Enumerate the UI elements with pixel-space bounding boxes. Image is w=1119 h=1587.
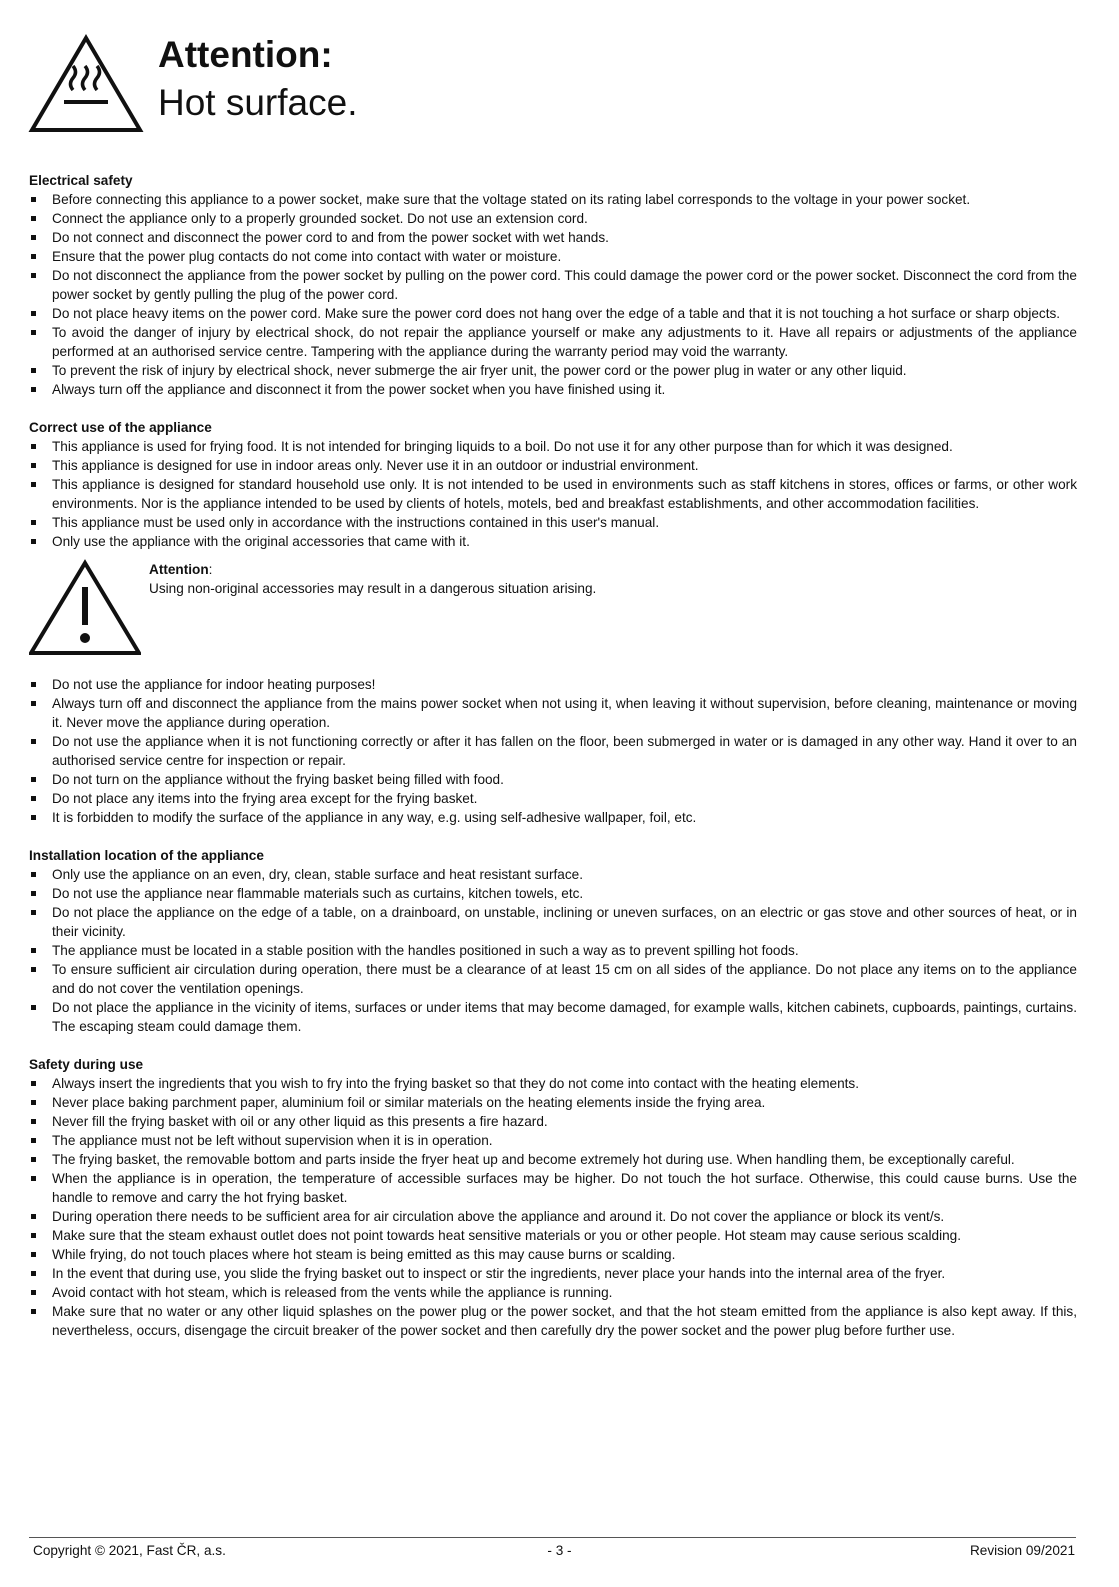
- list-item: Always turn off the appliance and disconnect it from the power socket when you have finished using it.: [29, 380, 1077, 399]
- list-item: Never fill the frying basket with oil or any other liquid as this presents a fire hazard.: [29, 1112, 1077, 1131]
- list-item: The appliance must be located in a stable position with the handles positioned in such a way as to prevent spilling hot foods.: [29, 941, 1077, 960]
- list-item: Connect the appliance only to a properly grounded socket. Do not use an extension cord.: [29, 209, 1077, 228]
- list-item: Only use the appliance on an even, dry, clean, stable surface and heat resistant surface.: [29, 865, 1077, 884]
- list-item: Do not connect and disconnect the power cord to and from the power socket with wet hands.: [29, 228, 1077, 247]
- footer-divider: [29, 1537, 1076, 1538]
- list-item: Make sure that no water or any other liquid splashes on the power plug or the power socket, and that the hot steam emitted from the appliance is also kept away. If this, nevertheless, occurs, disengage the circuit breaker of the power socket and then carefully dry the power socket and the power plug before further use.: [29, 1302, 1077, 1340]
- list-item: Do not use the appliance for indoor heating purposes!: [29, 675, 1077, 694]
- list-item: This appliance must be used only in accordance with the instructions contained in this user's manual.: [29, 513, 1077, 532]
- list-item: This appliance is used for frying food. It is not intended for bringing liquids to a boil. Do not use it for any other purpose than for which it was designed.: [29, 437, 1077, 456]
- warning-text: Using non-original accessories may result in a dangerous situation arising.: [149, 581, 597, 596]
- list-item: It is forbidden to modify the surface of the appliance in any way, e.g. using self-adhesive wallpaper, foil, etc.: [29, 808, 1077, 827]
- warning-title: Attention: [149, 562, 209, 577]
- list-item: Do not place any items into the frying area except for the frying basket.: [29, 789, 1077, 808]
- list-item: In the event that during use, you slide the frying basket out to inspect or stir the ingredients, never place your hands into the internal area of the fryer.: [29, 1264, 1077, 1283]
- list-item: During operation there needs to be sufficient area for air circulation above the appliance and around it. Do not cover the appliance or block its vent/s.: [29, 1207, 1077, 1226]
- installation-location-list: [29, 865, 1077, 1036]
- exclamation-warning-icon: [29, 557, 141, 657]
- content-body: [29, 171, 1077, 1340]
- list-item: Make sure that the steam exhaust outlet does not point towards heat sensitive materials or you or other people. Hot steam may cause serious scalding.: [29, 1226, 1077, 1245]
- list-item: Ensure that the power plug contacts do not come into contact with water or moisture.: [29, 247, 1077, 266]
- accessories-warning: [29, 557, 1077, 675]
- list-item: Do not use the appliance when it is not functioning correctly or after it has fallen on the floor, been submerged in water or is damaged in any other way. Hand it over to an authorised service centre for inspection or repair.: [29, 732, 1077, 770]
- heading-attention: Attention:: [158, 34, 333, 75]
- list-item: Only use the appliance with the original accessories that came with it.: [29, 532, 1077, 551]
- correct-use-list: [29, 437, 1077, 551]
- section-title-installation-location: Installation location of the appliance: [29, 848, 264, 863]
- hot-surface-heading: [158, 32, 357, 128]
- list-item: To avoid the danger of injury by electrical shock, do not repair the appliance yourself or make any adjustments to it. Have all repairs or adjustments of the appliance performed at an authorised service centre. Tampering with the appliance during the warranty period may void the warranty.: [29, 323, 1077, 361]
- list-item: Do not turn on the appliance without the frying basket being filled with food.: [29, 770, 1077, 789]
- footer-copyright: Copyright © 2021, Fast ČR, a.s.: [33, 1543, 226, 1558]
- list-item: The appliance must not be left without supervision when it is in operation.: [29, 1131, 1077, 1150]
- list-item: While frying, do not touch places where hot steam is being emitted as this may cause burns or scalding.: [29, 1245, 1077, 1264]
- list-item: The frying basket, the removable bottom and parts inside the fryer heat up and become extremely hot during use. When handling them, be exceptionally careful.: [29, 1150, 1077, 1169]
- list-item: To ensure sufficient air circulation during operation, there must be a clearance of at least 15 cm on all sides of the appliance. Do not place any items on to the appliance and do not cover the ventilation openings.: [29, 960, 1077, 998]
- warning-text-block: [149, 560, 596, 598]
- list-item: Never place baking parchment paper, aluminium foil or similar materials on the heating elements inside the frying area.: [29, 1093, 1077, 1112]
- section-title-correct-use: Correct use of the appliance: [29, 420, 212, 435]
- list-item: Do not use the appliance near flammable materials such as curtains, kitchen towels, etc.: [29, 884, 1077, 903]
- list-item: Always turn off and disconnect the appliance from the mains power socket when not using it, when leaving it without supervision, before cleaning, maintenance or moving it. Never move the appliance during operation.: [29, 694, 1077, 732]
- list-item: Do not disconnect the appliance from the power socket by pulling on the power cord. This could damage the power cord or the power socket. Disconnect the cord from the power socket by gently pulling the plug of the power cord.: [29, 266, 1077, 304]
- electrical-safety-list: [29, 190, 1077, 399]
- list-item: Before connecting this appliance to a power socket, make sure that the voltage stated on its rating label corresponds to the voltage in your power socket.: [29, 190, 1077, 209]
- footer-revision: Revision 09/2021: [969, 1543, 1075, 1558]
- list-item: This appliance is designed for standard household use only. It is not intended to be used in environments such as staff kitchens in stores, offices or farms, or other work environments. Nor is the appliance intended to be used by clients of hotels, motels, bed and breakfast establishments, and other accommodation facilities.: [29, 475, 1077, 513]
- list-item: To prevent the risk of injury by electrical shock, never submerge the air fryer unit, the power cord or the power plug in water or any other liquid.: [29, 361, 1077, 380]
- list-item: When the appliance is in operation, the temperature of accessible surfaces may be higher. Do not touch the hot surface. Otherwise, this could cause burns. Use the handle to remove and carry the hot frying basket.: [29, 1169, 1077, 1207]
- list-item: Always insert the ingredients that you wish to fry into the frying basket so that they do not come into contact with the heating elements.: [29, 1074, 1077, 1093]
- list-item: Do not place heavy items on the power cord. Make sure the power cord does not hang over the edge of a table and that it is not touching a hot surface or sharp objects.: [29, 304, 1077, 323]
- hot-surface-warning-icon: [28, 32, 144, 134]
- section-title-safety-during-use: Safety during use: [29, 1057, 144, 1072]
- list-item: Do not place the appliance in the vicinity of items, surfaces or under items that may become damaged, for example walls, kitchen cabinets, cupboards, paintings, curtains. The escaping steam could damage them.: [29, 998, 1077, 1036]
- correct-use-list-continued: [29, 675, 1077, 827]
- list-item: Avoid contact with hot steam, which is released from the vents while the appliance is running.: [29, 1283, 1077, 1302]
- safety-during-use-list: [29, 1074, 1077, 1340]
- list-item: Do not place the appliance on the edge of a table, on a drainboard, on unstable, inclining or uneven surfaces, on an electric or gas stove and other sources of heat, or in their vicinity.: [29, 903, 1077, 941]
- list-item: This appliance is designed for use in indoor areas only. Never use it in an outdoor or industrial environment.: [29, 456, 1077, 475]
- section-title-electrical-safety: Electrical safety: [29, 173, 133, 188]
- warning-title-colon: :: [208, 562, 213, 577]
- page-number: - 3 -: [547, 1543, 572, 1558]
- heading-hot-surface: Hot surface.: [158, 82, 358, 123]
